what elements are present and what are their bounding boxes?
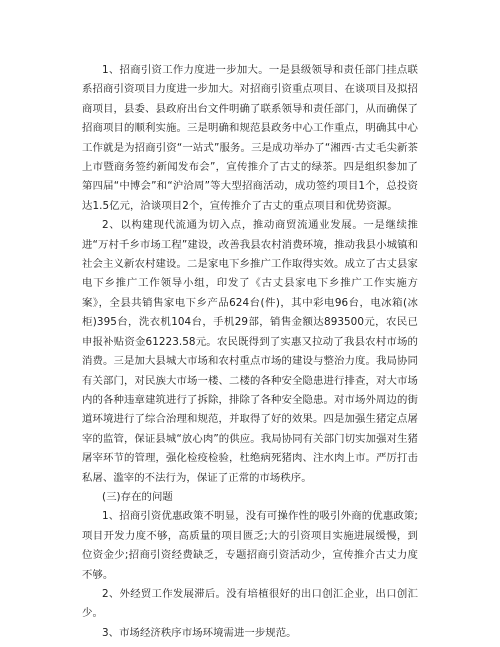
section-heading-existing-problems: (三)存在的问题 — [102, 490, 173, 503]
paragraph-investment-promotion: 1、招商引资工作力度进一步加大。一是县级领导和责任部门挂点联系招商引资项目力度进一步加大。对招商引资重点项目、在谈项目及拟招商项目，县委、县政府出台文件明确了联系领导和责任部门，从而确保了招商项目的顺利实施。三是明确和规范县政务中心工作重点，明确其中心工作就是为招商引资“一站式”服务。三是成功举办了“湘西·古丈毛尖新茶上市暨商务签约新闻发布会”，宣传推介了古丈的绿茶。四是组织参加了第四届“中博会”和“沪洽周”等大型招商活动，成功签约项目1个，总投资达1.5亿元，洽谈项目2个，宣传推介了古丈的重点项目和优势资源。 — [82, 64, 418, 212]
paragraph-commerce-circulation: 2、以构建现代流通为切入点，推动商贸流通业发展。一是继续推进“万村千乡市场工程”建设，改善我县农村消费环境，推动我县小城镇和社会主义新农村建设。二是家电下乡推广工作取得实效。成立了古丈县家电下乡推广工作领导小组，印发了《古丈县家电下乡推广工作实施方案》，全县共销售家电下乡产品624台(件)，其中彩电96台，电冰箱(冰柜)395台，洗衣机104台，手机29部，销售金额达893500元，农民已申报补贴资金61223.58元。农民既得到了实惠又拉动了我县农村市场的消费。三是加大县城大市场和农村重点市场的建设与整治力度。我局协同有关部门，对民族大市场一楼、二楼的各种安全隐患进行排查，对大市场内的各种违章建筑进行了拆除，排除了各种安全隐患。对市场外周边的街道环境进行了综合治理和规范，并取得了好的效果。四是加强生猪定点屠宰的监管，保证县城“放心肉”的供应。我局协同有关部门切实加强对生猪屠宰环节的管理，强化检疫检验，杜绝病死猪肉、注水肉上市。严厉打击私屠、滥宰的不法行为，保证了正常的市场秩序。 — [82, 219, 418, 484]
paragraph-problem-3: 3、市场经济秩序市场环境需进一步规范。 — [102, 626, 297, 639]
paragraph-problem-1: 1、招商引资优惠政策不明显，没有可操作性的吸引外商的优惠政策;项目开发力度不够，高质量的项目匮乏;大的引资项目实施进展缓慢，到位资金少;招商引资经费缺乏，专题招商引资活动少，宣传推介古丈力度不够。 — [82, 510, 418, 581]
paragraph-problem-2: 2、外经贸工作发展滞后。没有培植很好的出口创汇企业，出口创汇少。 — [82, 587, 418, 620]
